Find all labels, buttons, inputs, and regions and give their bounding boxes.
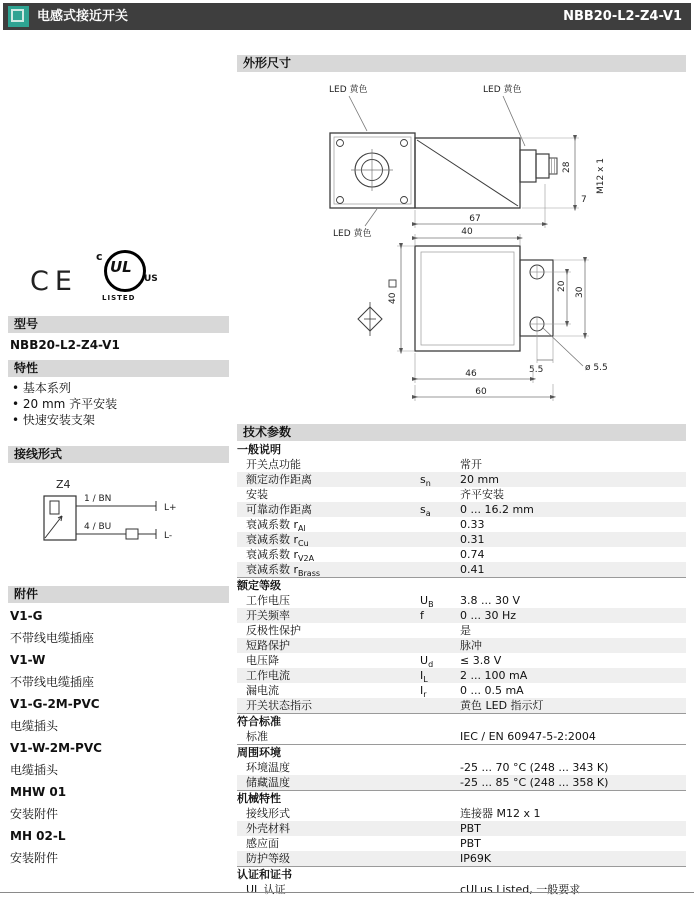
- param-value: IEC / EN 60947-5-2:2004: [460, 730, 596, 743]
- ul-c-label: c: [96, 250, 103, 263]
- brand-icon: [8, 6, 29, 27]
- param-value: PBT: [460, 837, 481, 850]
- section-heading-connection: 接线形式: [8, 446, 229, 463]
- led-label-top-right: LED 黄色: [483, 85, 522, 95]
- model-value: NBB20-L2-Z4-V1: [10, 338, 120, 352]
- led-label-top-left: LED 黄色: [329, 85, 368, 95]
- accessories-list: [10, 605, 102, 869]
- param-symbol: $s_n$: [420, 473, 431, 489]
- param-value: 连接器 M12 x 1: [460, 807, 541, 820]
- param-symbol: [420, 698, 460, 713]
- param-value: ≤ 3.8 V: [460, 654, 502, 667]
- tech-row: [237, 775, 686, 790]
- wire1-label: 1 / BN: [84, 494, 112, 504]
- tech-row: [237, 668, 686, 683]
- dim-40-top-label: 40: [461, 227, 473, 237]
- section-heading-dimensions: 外形尺寸: [237, 55, 686, 72]
- param-symbol: [420, 623, 460, 638]
- param-symbol: [420, 760, 460, 775]
- dim-30-label: 30: [575, 286, 585, 298]
- footer-rule: [0, 892, 694, 893]
- param-label: 接线形式: [246, 807, 290, 820]
- ul-listed-label: LISTED: [102, 294, 136, 302]
- param-label: 衰减系数 $r_{Cu}$: [246, 533, 309, 549]
- tech-section-title: 一般说明: [237, 443, 281, 456]
- tech-row: [237, 836, 686, 851]
- accessory-name: V1-G: [10, 609, 43, 623]
- param-label: 可靠动作距离: [246, 503, 312, 516]
- brand-icon-inner-square: [11, 9, 24, 22]
- accessory-name: V1-G-2M-PVC: [10, 697, 100, 711]
- tech-section-title: 机械特性: [237, 790, 686, 806]
- param-symbol: [420, 806, 460, 821]
- tech-row: [237, 623, 686, 638]
- dim-46-label: 46: [465, 369, 477, 379]
- tech-row: [237, 638, 686, 653]
- feature-item: • 20 mm 齐平安装: [12, 396, 117, 412]
- tech-table: [237, 442, 686, 897]
- tech-row: [237, 593, 686, 608]
- param-value: cULus Listed, 一般要求: [460, 883, 581, 896]
- param-value: -25 ... 85 °C (248 ... 358 K): [460, 776, 609, 789]
- tech-row: [237, 760, 686, 775]
- dimension-drawing: [237, 76, 686, 422]
- param-label: 感应面: [246, 837, 279, 850]
- param-symbol: [420, 532, 460, 547]
- param-label: 电压降: [246, 654, 279, 667]
- param-symbol: $I_r$: [420, 684, 427, 700]
- param-label: 开关频率: [246, 609, 290, 622]
- tech-row: [237, 882, 686, 897]
- param-value: 20 mm: [460, 473, 499, 486]
- ce-mark: CE: [30, 266, 78, 297]
- cULus-mark: [96, 250, 158, 306]
- tech-row: [237, 502, 686, 517]
- features-list: [12, 380, 117, 428]
- tech-section-title: 周围环境: [237, 744, 686, 760]
- param-symbol: [420, 851, 460, 866]
- param-value: -25 ... 70 °C (248 ... 343 K): [460, 761, 609, 774]
- param-label: 短路保护: [246, 639, 290, 652]
- wire1-terminal-label: L+: [164, 503, 177, 513]
- param-value: 黄色 LED 指示灯: [460, 699, 544, 712]
- tech-section-title: 符合标准: [237, 713, 686, 729]
- led-label-bottom: LED 黄色: [333, 229, 372, 239]
- wire2-label: 4 / BU: [84, 522, 112, 532]
- param-value: 0 ... 30 Hz: [460, 609, 517, 622]
- accessory-description: 电缆插头: [10, 763, 59, 777]
- page-title: 电感式接近开关: [37, 9, 129, 24]
- tech-row: [237, 562, 686, 577]
- section-heading-model: 型号: [8, 316, 229, 333]
- param-value: 2 ... 100 mA: [460, 669, 528, 682]
- param-label: 防护等级: [246, 852, 290, 865]
- param-label: 额定动作距离: [246, 473, 312, 486]
- ul-label: UL: [110, 258, 132, 276]
- param-label: 安装: [246, 488, 268, 501]
- param-value: 3.8 ... 30 V: [460, 594, 520, 607]
- param-label: 标准: [246, 730, 268, 743]
- tech-row: [237, 487, 686, 502]
- param-label: 工作电压: [246, 594, 290, 607]
- thread-size-label: M12 x 1: [596, 158, 606, 194]
- param-symbol: [420, 638, 460, 653]
- accessory-description: 安装附件: [10, 807, 59, 821]
- accessory-name: V1-W: [10, 653, 46, 667]
- section-heading-features: 特性: [8, 360, 229, 377]
- wire2-terminal-label: L-: [164, 531, 173, 541]
- param-symbol: [420, 457, 460, 472]
- dim-60-label: 60: [475, 387, 487, 397]
- part-number: NBB20-L2-Z4-V1: [563, 9, 682, 24]
- param-label: 衰减系数 $r_{V2A}$: [246, 548, 315, 564]
- tech-row: [237, 547, 686, 562]
- param-label: UL 认证: [246, 883, 286, 896]
- tech-section-title: 额定等级: [237, 577, 686, 593]
- param-value: 脉冲: [460, 639, 482, 652]
- param-label: 反极性保护: [246, 624, 301, 637]
- param-label: 开关点功能: [246, 458, 301, 471]
- dim-20-label: 20: [557, 280, 567, 292]
- accessory-name: MH 02-L: [10, 829, 66, 843]
- param-symbol: [420, 562, 460, 577]
- tech-row: [237, 608, 686, 623]
- hole-diameter-label: ø 5.5: [585, 363, 608, 373]
- tech-row: [237, 532, 686, 547]
- wiring-diagram: [8, 468, 223, 572]
- tech-row: [237, 653, 686, 668]
- param-symbol: [420, 821, 460, 836]
- tech-row: [237, 821, 686, 836]
- param-label: 环境温度: [246, 761, 290, 774]
- param-symbol: [420, 487, 460, 502]
- dim-7-label: 7: [581, 195, 587, 205]
- param-value: 0 ... 0.5 mA: [460, 684, 524, 697]
- dim-28-label: 28: [562, 161, 572, 173]
- param-label: 开关状态指示: [246, 699, 312, 712]
- feature-item: • 基本系列: [12, 380, 117, 396]
- param-label: 衰减系数 $r_{Brass}$: [246, 563, 321, 579]
- dim-40-left-label: 40: [388, 292, 398, 304]
- accessory-description: 安装附件: [10, 851, 59, 865]
- tech-row: [237, 729, 686, 744]
- param-symbol: $s_a$: [420, 503, 431, 519]
- param-symbol: [420, 517, 460, 532]
- param-symbol: f: [420, 609, 424, 622]
- param-value: 齐平安装: [460, 488, 504, 501]
- tech-row: [237, 683, 686, 698]
- param-value: 0 ... 16.2 mm: [460, 503, 534, 516]
- param-value: 是: [460, 624, 471, 637]
- header-bar: [3, 3, 691, 30]
- accessory-description: 电缆插头: [10, 719, 59, 733]
- tech-row: [237, 806, 686, 821]
- feature-item: • 快速安装支架: [12, 412, 117, 428]
- accessory-description: 不带线电缆插座: [10, 675, 95, 689]
- param-label: 漏电流: [246, 684, 279, 697]
- ul-us-label: US: [144, 274, 158, 284]
- dim-5-5-label: 5.5: [529, 365, 544, 375]
- tech-section-title: 认证和证书: [237, 866, 686, 882]
- param-symbol: [420, 547, 460, 562]
- tech-row: [237, 472, 686, 487]
- param-symbol: [420, 729, 460, 744]
- param-symbol: $U_d$: [420, 654, 434, 670]
- accessory-description: 不带线电缆插座: [10, 631, 95, 645]
- param-symbol: $U_B$: [420, 594, 434, 610]
- section-heading-accessories: 附件: [8, 586, 229, 603]
- param-value: 0.31: [460, 533, 485, 546]
- param-value: 0.74: [460, 548, 485, 561]
- param-label: 外壳材料: [246, 822, 290, 835]
- param-value: 0.41: [460, 563, 485, 576]
- section-heading-technical-data: 技术参数: [237, 424, 686, 441]
- param-symbol: [420, 775, 460, 790]
- accessory-name: V1-W-2M-PVC: [10, 741, 102, 755]
- tech-row: [237, 851, 686, 866]
- param-value: 常开: [460, 458, 482, 471]
- param-label: 工作电流: [246, 669, 290, 682]
- tech-row: [237, 698, 686, 713]
- param-symbol: [420, 836, 460, 851]
- dim-67-label: 67: [469, 214, 481, 224]
- tech-row: [237, 457, 686, 472]
- param-label: 储藏温度: [246, 776, 290, 789]
- accessory-name: MHW 01: [10, 785, 67, 799]
- param-value: PBT: [460, 822, 481, 835]
- connection-tag-label: Z4: [56, 478, 71, 491]
- param-label: 衰减系数 $r_{Al}$: [246, 518, 306, 534]
- param-value: 0.33: [460, 518, 485, 531]
- param-symbol: $I_L$: [420, 669, 428, 685]
- param-value: IP69K: [460, 852, 492, 865]
- param-symbol: [420, 882, 460, 897]
- tech-row: [237, 517, 686, 532]
